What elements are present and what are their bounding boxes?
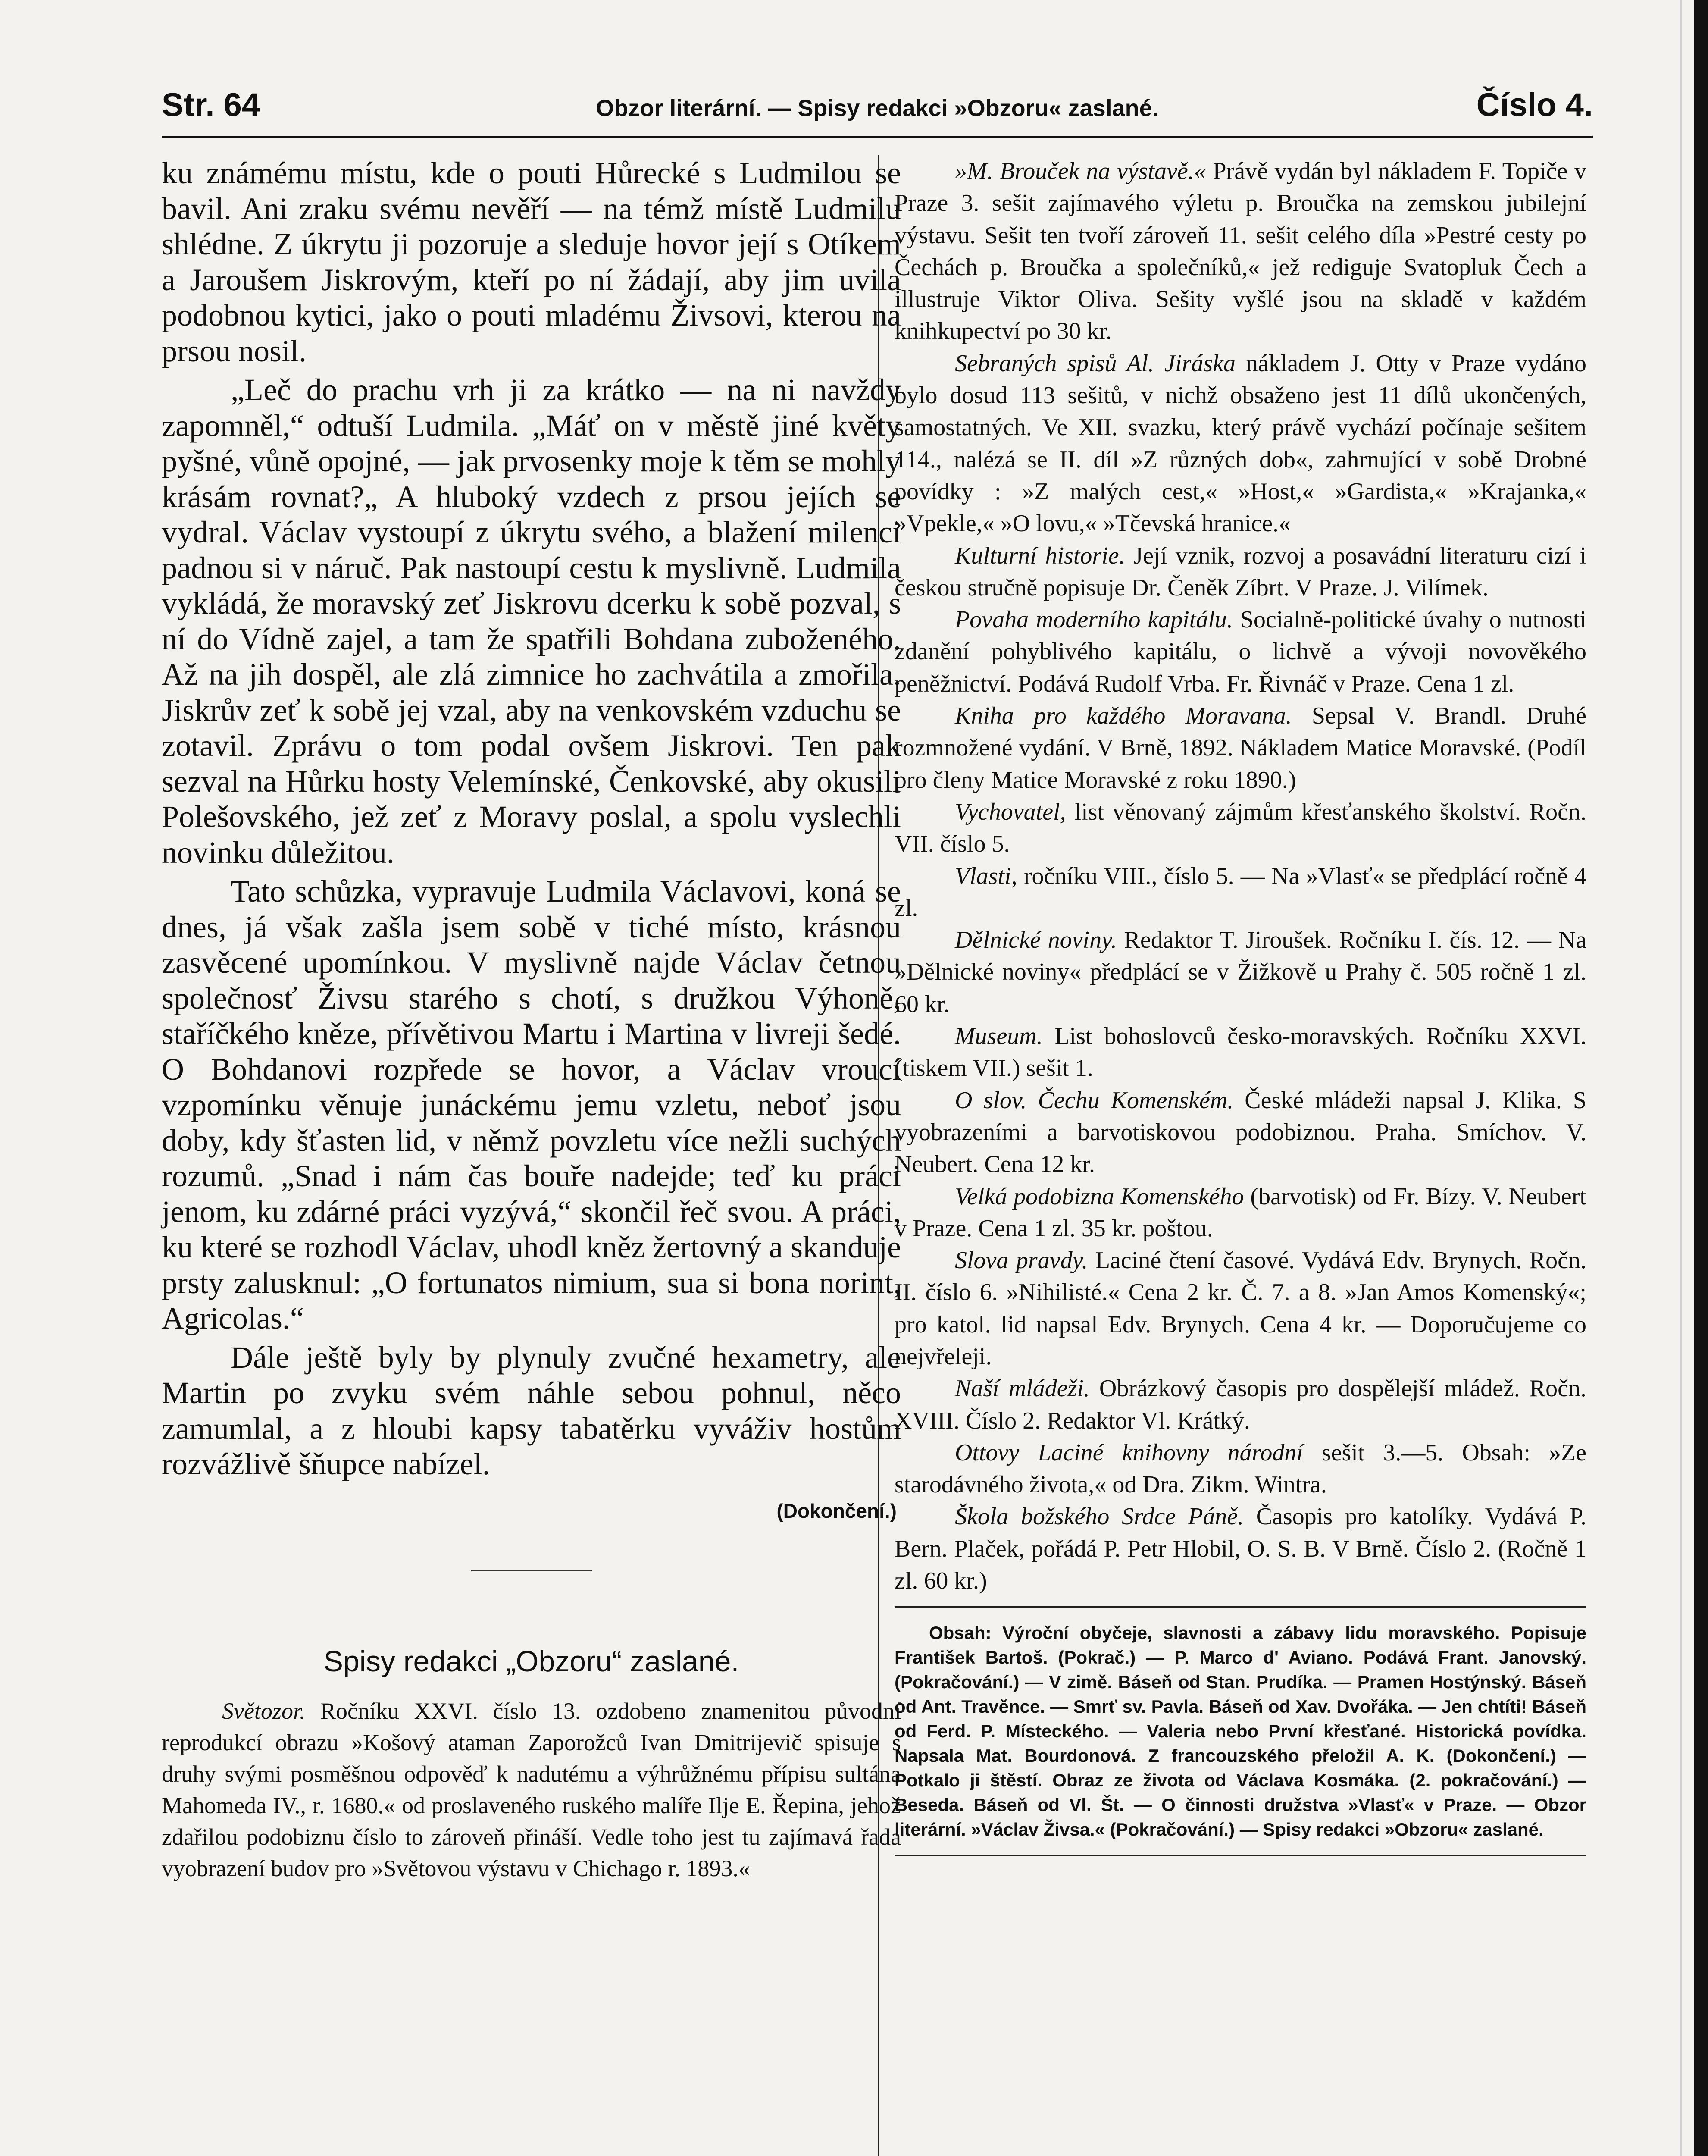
entry-text: Ročníku XXVI. číslo 13. ozdobeno znamenitou původní reprodukcí obrazu »Košový ataman Zaporožců Ivan Dmitrijevič spisuje s druhy svými posměšnou odpověď k nadutému a výhrůžnému přípisu sultána Mahomeda IV., r. 1680.« od proslaveného ruského malíře Ilje E. Řepina, jehož zdařilou podobiznu číslo to zároveň přináší. Vedle toho jest tu zajímavá řada vyobrazení budov pro »Světovou výstavu v Chichago r. 1893.« xyxy=(162,1698,901,1881)
review-entry xyxy=(895,1437,1586,1501)
review-entry xyxy=(895,1181,1586,1245)
entry-title: Kulturní historie. xyxy=(955,542,1125,569)
entry-text: Právě vydán byl nákladem F. Topiče v Praze 3. sešit zajímavého výletu p. Broučka na zemskou jubilejní výstavu. Sešit ten tvoří zároveň 11. sešit celého díla »Pestré cesty po Čechách p. Broučka a společníků,« jež rediguje Svatopluk Čech a illustruje Viktor Oliva. Sešity vyšlé jsou na skladě v každém knihkupectví po 30 kr. xyxy=(895,158,1586,345)
right-column xyxy=(895,155,1586,1856)
contents-rule-top xyxy=(895,1606,1586,1608)
entry-title: Naší mládeži. xyxy=(955,1375,1090,1402)
header-rule xyxy=(162,136,1593,138)
review-entry xyxy=(895,1501,1586,1597)
entry-text: Obrázkový časopis pro dospělejší mládež. Ročn. XVIII. Číslo 2. Redaktor Vl. Krátký. xyxy=(895,1375,1586,1434)
entry-title: Slova pravdy. xyxy=(955,1247,1088,1274)
entry-title: Vlasti, xyxy=(955,862,1017,890)
review-entry xyxy=(895,700,1586,796)
story-paragraph: Tato schůzka, vypravuje Ludmila Václavovi, koná se dnes, já však zašla jsem sobě v tiché místo, krásnou zasvěcené upomínkou. V myslivně najde Václav četnou společnosť Živsu starého s chotí, s družkou Výhoně, staříčkého kněze, přívětivou Martu i Martina v livreji šedé. O Bohdanovi rozpřede se hovor, a Václav vroucí vzpomínku věnuje junáckému jemu vzletu, neboť jsou doby, kdy šťasten lid, v němž povzletu více nežli suchých rozumů. „Snad i nám čas bouře nadejde; teď ku práci jenom, ku zdárné práci vyzývá,“ skončil řeč svou. A práci, ku které se rozhodl Václav, uhodl kněz žertovný a skanduje prsty zalusknul: „O fortunatos nimium, sua si bona norint, Agricolas.“ xyxy=(162,874,901,1335)
contents-rule-bottom xyxy=(895,1855,1586,1856)
section-title: Spisy redakci „Obzoru“ zaslané. xyxy=(323,1645,739,1678)
entry-title: Kniha pro každého Moravana. xyxy=(955,702,1292,730)
entry-title: Dělnické noviny. xyxy=(955,927,1117,954)
entry-text: List bohoslovců česko-moravských. Ročníku XXVI. (tiskem VII.) sešit 1. xyxy=(895,1023,1586,1082)
review-entry xyxy=(895,1373,1586,1437)
review-entry xyxy=(895,348,1586,540)
page-header xyxy=(162,86,1593,134)
scan-edge-line xyxy=(1680,0,1682,2156)
scan-edge xyxy=(1694,0,1708,2156)
entry-title: Světozor. xyxy=(222,1698,306,1724)
issue-contents: Obsah: Výroční obyčeje, slavnosti a zábavy lidu moravského. Popisuje František Bartoš. (Pokrač.) — P. Marco d' Aviano. Podává Frant. Janovský. (Pokračování.) — V zimě. Báseň od Stan. Prudíka. — Pramen Hostýnský. Báseň od Ant. Travěnce. — Smrť sv. Pavla. Báseň od Xav. Dvořáka. — Jen chtíti! Báseň od Ferd. P. Místeckého. — Valeria nebo První křesťané. Historická povídka. Napsala Mat. Bourdonová. Z francouzského přeložil A. K. (Dokončení.) — Potkalo ji štěstí. Obraz ze života od Václava Kosmáka. (2. pokračování.) — Beseda. Báseň od Vl. Št. — O činnosti družstva »Vlasť« v Praze. — Obzor literární. »Václav Živsa.« (Pokračování.) — Spisy redakci »Obzoru« zaslané. xyxy=(895,1623,1586,1840)
entry-text: Sepsal V. Brandl. Druhé rozmnožené vydání. V Brně, 1892. Nákladem Matice Moravské. (Podíl pro členy Matice Moravské z roku 1890.) xyxy=(895,702,1586,793)
entry-title: »M. Brouček na výstavě.« xyxy=(955,158,1206,185)
entry-title: Museum. xyxy=(955,1023,1043,1050)
entry-title: Škola božského Srdce Páně. xyxy=(955,1503,1244,1530)
review-entry xyxy=(895,796,1586,860)
entry-text: sešit 3.—5. Obsah: »Ze starodávného života,« od Dra. Zikm. Wintra. xyxy=(895,1439,1586,1498)
review-entry xyxy=(895,860,1586,924)
entry-title: Sebraných spisů Al. Jiráska xyxy=(955,350,1236,377)
story-paragraph: ku známému místu, kde o pouti Hůrecké s Ludmilou se bavil. Ani zraku svému nevěří — na témž místě Ludmilu shlédne. Z úkrytu ji pozoruje a sleduje hovor její s Otíkem a Jaroušem Jiskrovým, kteří po ní žádají, aby jim uvila podobnou kytici, jako o pouti mladému Živsovi, kterou na prsou nosil. xyxy=(162,156,901,368)
entry-text: Socialně-politické úvahy o nutnosti zdanění pohyblivého kapitálu, o lichvě a vývoji novověkého peněžnictví. Podává Rudolf Vrba. Fr. Řivnáč v Praze. Cena 1 zl. xyxy=(895,606,1587,697)
review-entry xyxy=(895,540,1586,604)
entry-text: nákladem J. Otty v Praze vydáno bylo dosud 113 sešitů, v nichž obsaženo jest 11 dílů ukončených, samostatných. Ve XII. svazku, který právě vychází počínaje sešitem 114., nalézá se II. díl »Z různých dob«, zahrnující v sobě Drobné povídky : »Z malých cest,« »Host,« »Gardista,« »Krajanka,« »Vpekle,« »O lovu,« »Tčevská hranice.« xyxy=(895,350,1586,537)
to-be-continued: (Dokončení.) xyxy=(776,1499,897,1522)
issue-number: Číslo 4. xyxy=(1476,87,1593,123)
review-entry xyxy=(895,1244,1586,1373)
entry-text: České mládeži napsal J. Klika. S vyobrazeními a barvotiskovou podobiznou. Praha. Smíchov. V. Neubert. Cena 12 kr. xyxy=(895,1087,1586,1178)
entry-text: ročníku VIII., číslo 5. — Na »Vlasť« se předplácí ročně 4 zl. xyxy=(895,862,1586,921)
entry-text: Laciné čtení časové. Vydává Edv. Brynych. Ročn. II. číslo 6. »Nihilisté.« Cena 2 kr. Č. 7. a 8. »Jan Amos Komenský«; pro katol. lid napsal Edv. Brynych. Cena 4 kr. — Doporučujeme co nejvřeleji. xyxy=(895,1247,1586,1370)
entry-text: Její vznik, rozvoj a posavádní literaturu cizí i českou stručně popisuje Dr. Čeněk Zíbrt. V Praze. J. Vilímek. xyxy=(895,542,1586,601)
story-paragraph: „Leč do prachu vrh ji za krátko — na ni navždy zapomněl,“ odtuší Ludmila. „Máť on v městě jiné květy pyšné, vůně opojné, — jak prvosenky moje k těm se mohly krásám rovnat?„ A hluboký vzdech z prsou jejích se vydral. Václav vystoupí z úkrytu svého, a blažení milenci padnou si v náruč. Pak nastoupí cestu k myslivně. Ludmila vykládá, že moravský zeť Jiskrovu dcerku k sobě pozval, s ní do Vídně zajel, a tam že spatřili Bohdana zuboženého. Až na jih dospěl, ale zlá zimnice ho zachvátila a zmořila. Jiskrův zeť k sobě jej vzal, aby na venkovském vzduchu se zotavil. Zprávu o tom podal ovšem Jiskrovi. Ten pak sezval na Hůrku hosty Velemínské, Čenkovské, aby okusili Polešovského, jež zeť z Moravy poslal, a spolu vyslechli novinku důležitou. xyxy=(162,373,901,870)
page-number: Str. 64 xyxy=(162,87,260,123)
running-title: Obzor literární. — Spisy redakci »Obzoru« zaslané. xyxy=(596,95,1159,121)
review-entry xyxy=(895,1084,1586,1181)
review-entry xyxy=(895,924,1586,1020)
entry-text: Časopis pro katolíky. Vydává P. Bern. Plaček, pořádá P. Petr Hlobil, O. S. B. V Brně. Číslo 2. (Ročně 1 zl. 60 kr.) xyxy=(895,1503,1587,1595)
section-divider xyxy=(471,1570,592,1571)
entry-title: Velká podobizna Komenského xyxy=(955,1183,1244,1210)
entry-text: Redaktor T. Jiroušek. Ročníku I. čís. 12. — Na »Dělnické noviny« předplácí se v Žižkově u Prahy č. 505 ročně 1 zl. 60 kr. xyxy=(895,927,1586,1018)
review-entry xyxy=(895,604,1586,700)
entry-text: list věnovaný zájmům křesťanského školství. Ročn. VII. číslo 5. xyxy=(895,798,1586,858)
entry-text: (barvotisk) od Fr. Bízy. V. Neubert v Praze. Cena 1 zl. 35 kr. poštou. xyxy=(895,1183,1586,1242)
entry-title: Povaha moderního kapitálu. xyxy=(955,606,1233,633)
entry-title: Ottovy Laciné knihovny národní xyxy=(955,1439,1303,1466)
review-entry xyxy=(895,155,1586,348)
review-entry xyxy=(162,1695,901,1884)
review-entry xyxy=(895,1020,1586,1084)
entry-title: Vychovatel, xyxy=(955,798,1066,825)
story-paragraph: Dále ještě byly by plynuly zvučné hexametry, ale Martin po zvyku svém náhle sebou pohnul, něco zamumlal, a z hloubi kapsy tabatěrku vyváživ hostům rozvážlivě šňupce nabízel. xyxy=(162,1340,901,1481)
entry-title: O slov. Čechu Komenském. xyxy=(955,1087,1234,1114)
left-column xyxy=(162,155,901,1884)
